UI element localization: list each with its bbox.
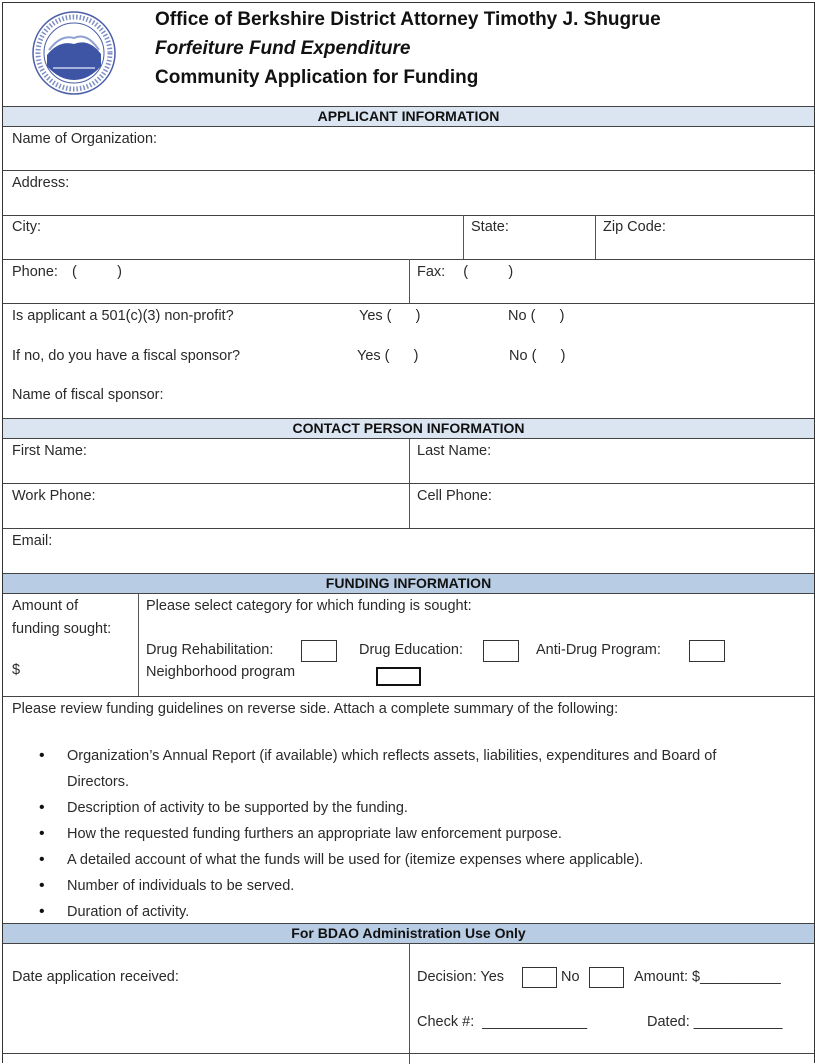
decision-yes-checkbox[interactable] [522, 967, 557, 988]
fax-label: Fax: [417, 264, 446, 280]
decision-label: Decision: Yes [417, 969, 505, 985]
section-admin-use-only: For BDAO Administration Use Only [3, 923, 814, 944]
list-item: • Description of activity to be supported by the funding. [39, 795, 716, 821]
funding-instructions: Please review funding guidelines on reverse side. Attach a complete summary of the following: [12, 701, 619, 717]
category-anti-drug-program-label: Anti-Drug Program: [536, 642, 661, 658]
phone-label: Phone: [12, 264, 58, 280]
phone-field[interactable] [12, 264, 122, 280]
check-number-field[interactable]: Check #: _____________ [417, 1014, 588, 1030]
phone-area-code: ( ) [72, 264, 122, 280]
amount-label-line2: funding sought: [12, 621, 112, 637]
fiscal-sponsor-no-option[interactable]: No ( ) [509, 348, 566, 364]
fiscal-sponsor-question: If no, do you have a fiscal sponsor? [12, 348, 241, 364]
section-contact-person-information: CONTACT PERSON INFORMATION [3, 418, 814, 439]
fax-field[interactable] [417, 264, 513, 280]
list-item: • Organization’s Annual Report (if available) which reflects assets, liabilities, expenditures and Board of Directors. [39, 743, 716, 795]
list-item: • A detailed account of what the funds will be used for (itemize expenses where applicable). [39, 847, 716, 873]
category-neighborhood-program-label: Neighborhood program [146, 664, 296, 680]
nonprofit-question: Is applicant a 501(c)(3) non-profit? [12, 308, 234, 324]
cell-phone-field[interactable]: Cell Phone: [417, 488, 492, 504]
seal-icon [31, 10, 117, 96]
category-drug-rehabilitation-label: Drug Rehabilitation: [146, 642, 274, 658]
zip-code-field[interactable]: Zip Code: [603, 219, 666, 235]
first-name-field[interactable]: First Name: [12, 443, 87, 459]
city-field[interactable]: City: [12, 219, 41, 235]
email-field[interactable]: Email: [12, 533, 53, 549]
category-prompt: Please select category for which funding is sought: [146, 598, 472, 614]
category-neighborhood-program-checkbox[interactable] [376, 667, 421, 686]
decision-no-checkbox[interactable] [589, 967, 624, 988]
nonprofit-no-option[interactable]: No ( ) [508, 308, 565, 324]
fiscal-sponsor-yes-option[interactable]: Yes ( ) [357, 348, 419, 364]
form-title: Community Application for Funding [155, 67, 479, 88]
list-item: • Duration of activity. [39, 899, 716, 925]
form-subtitle: Forfeiture Fund Expenditure [155, 38, 411, 59]
section-applicant-information: APPLICANT INFORMATION [3, 106, 814, 127]
decision-no-label: No [561, 969, 580, 985]
category-drug-rehabilitation-checkbox[interactable] [301, 640, 337, 662]
fax-area-code: ( ) [463, 264, 514, 280]
category-drug-education-checkbox[interactable] [483, 640, 519, 662]
category-drug-education-label: Drug Education: [359, 642, 463, 658]
application-form [2, 2, 815, 1063]
amount-sought-field[interactable]: $ [12, 662, 21, 678]
list-item: • Number of individuals to be served. [39, 873, 716, 899]
list-item: • How the requested funding furthers an appropriate law enforcement purpose. [39, 821, 716, 847]
state-field[interactable]: State: [471, 219, 509, 235]
category-anti-drug-program-checkbox[interactable] [689, 640, 725, 662]
address-field[interactable]: Address: [12, 175, 70, 191]
organization-name-field[interactable]: Name of Organization: [12, 131, 158, 147]
dated-field[interactable]: Dated: ___________ [647, 1014, 783, 1030]
section-funding-information: FUNDING INFORMATION [3, 573, 814, 594]
date-application-received-field[interactable]: Date application received: [12, 969, 179, 985]
nonprofit-yes-option[interactable]: Yes ( ) [359, 308, 421, 324]
amount-field[interactable]: Amount: $__________ [634, 969, 781, 985]
work-phone-field[interactable]: Work Phone: [12, 488, 96, 504]
last-name-field[interactable]: Last Name: [417, 443, 492, 459]
office-title: Office of Berkshire District Attorney Timothy J. Shugrue [155, 9, 661, 30]
fiscal-sponsor-name-field[interactable]: Name of fiscal sponsor: [12, 387, 164, 403]
amount-label-line1: Amount of [12, 598, 79, 614]
